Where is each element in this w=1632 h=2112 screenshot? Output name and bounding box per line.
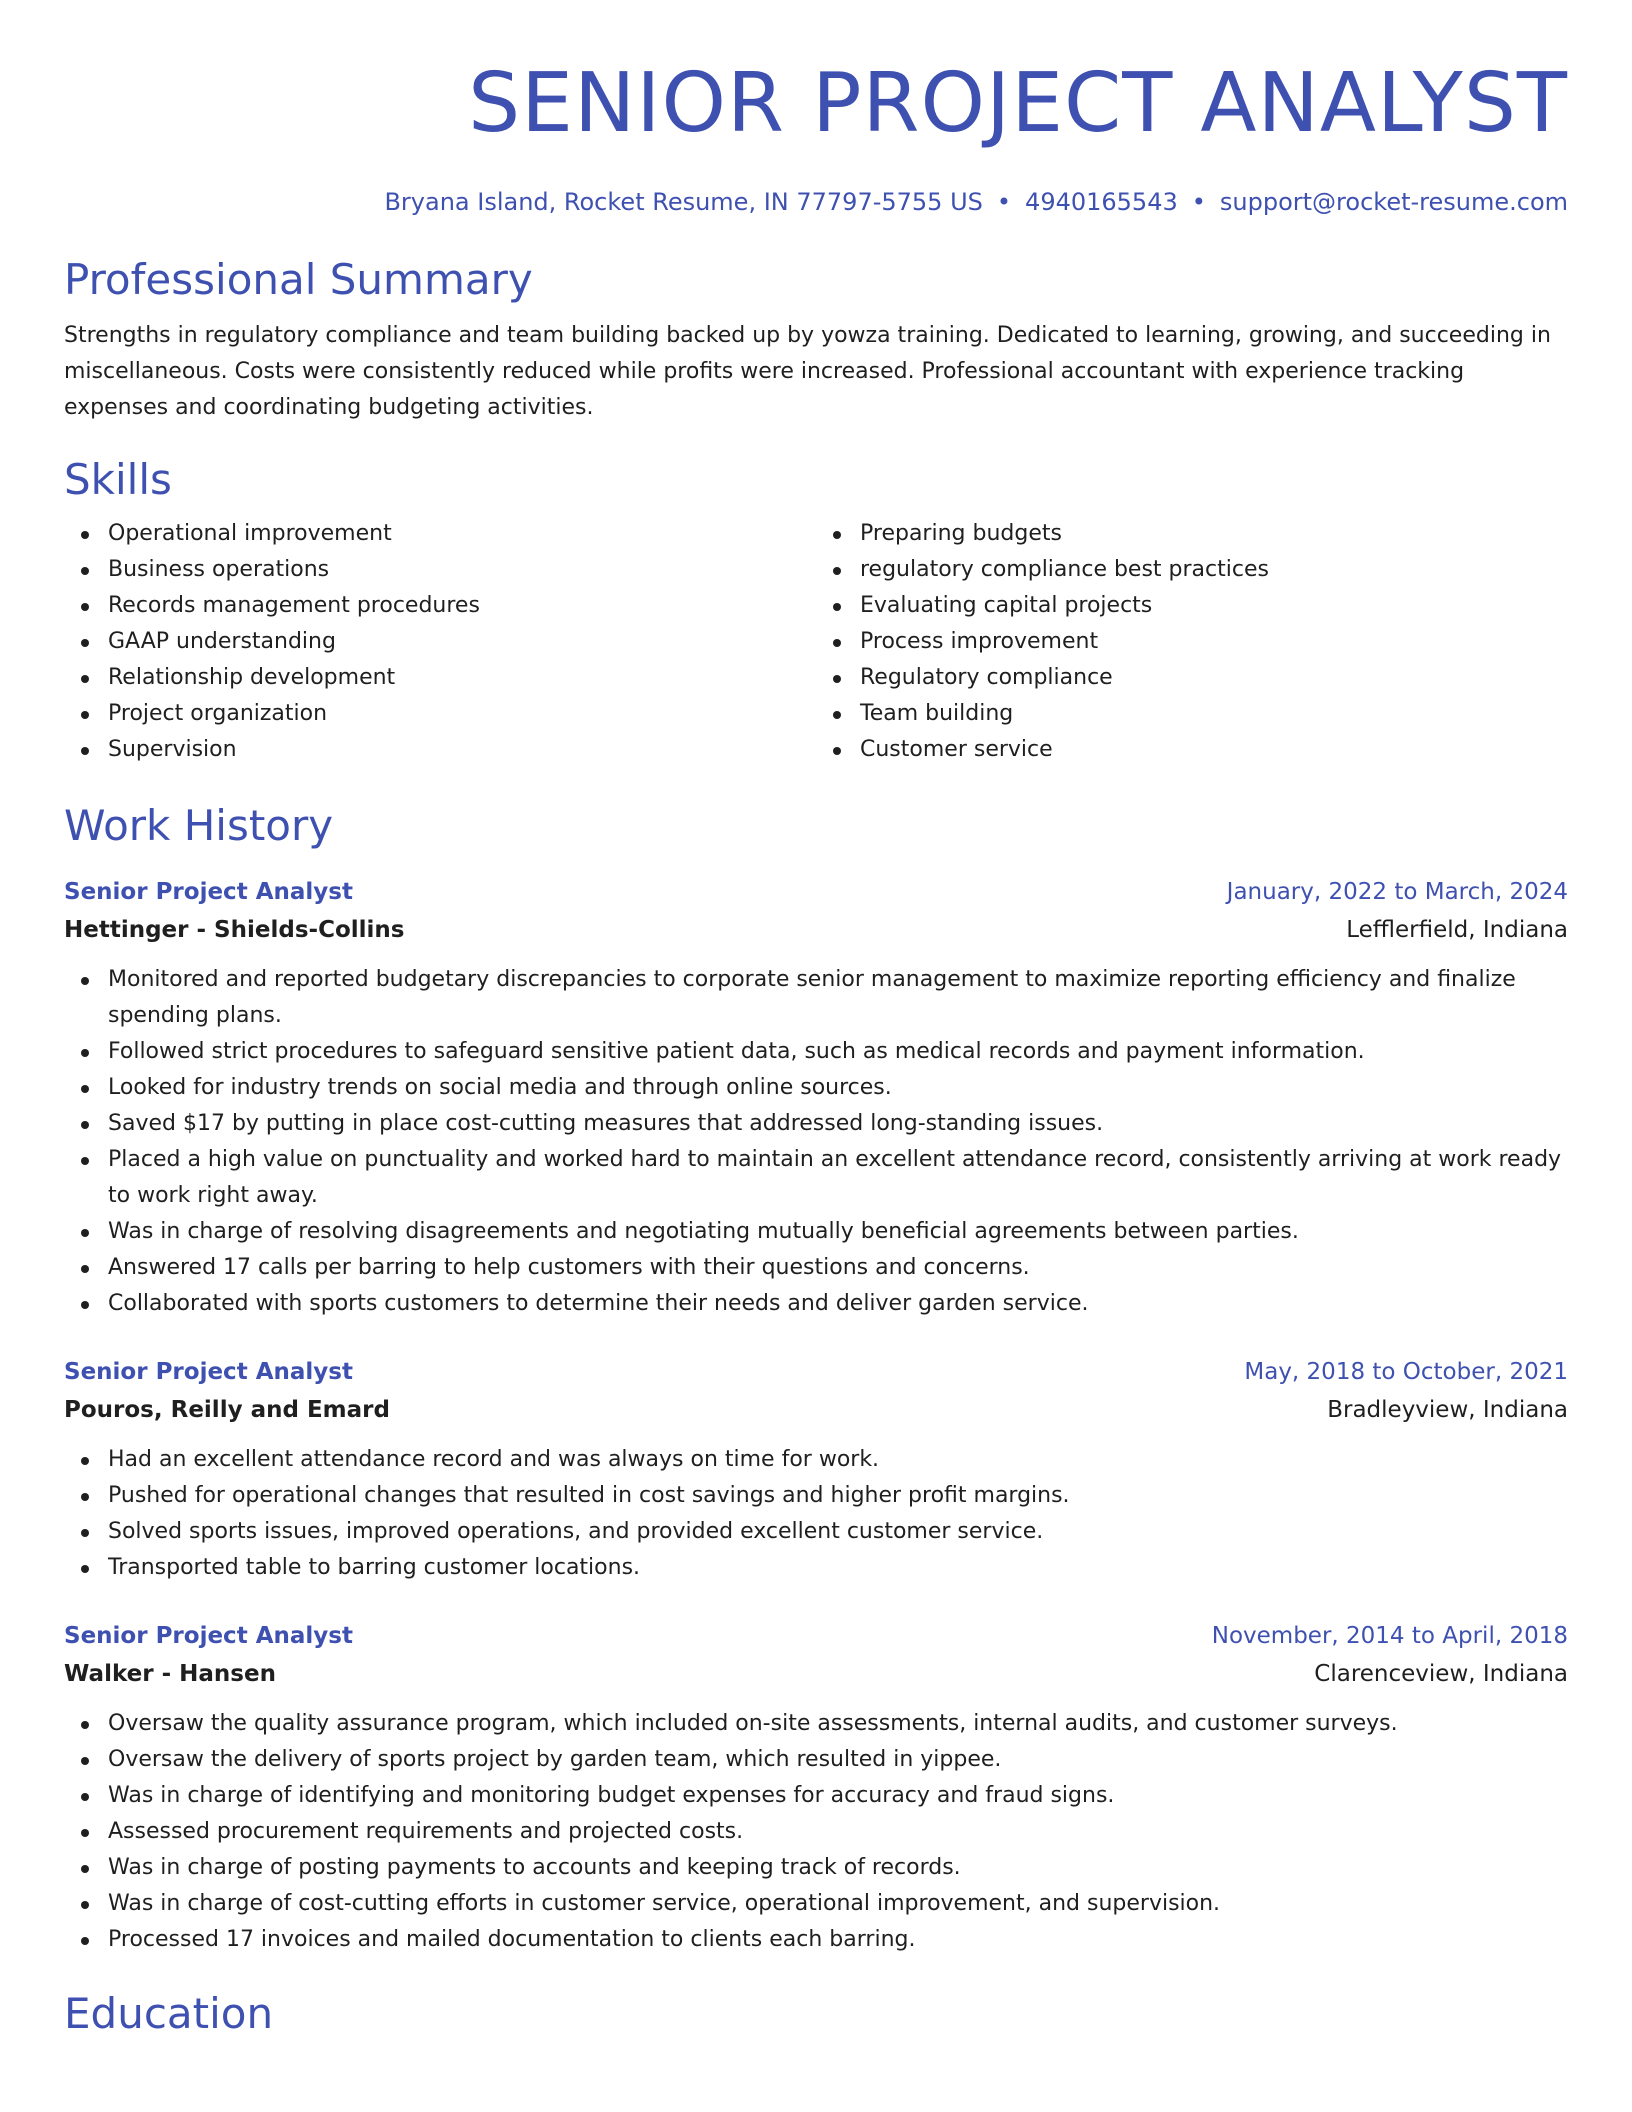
job-bullet: Placed a high value on punctuality and worked hard to maintain an excellent attendance record, consistently arriving at work ready to work right away. [108, 1142, 1568, 1214]
job-bullet: Oversaw the quality assurance program, which included on-site assessments, internal audits, and customer surveys. [108, 1706, 1568, 1742]
job-dates: January, 2022 to March, 2024 [1226, 879, 1568, 905]
skill-item: Team building [860, 696, 1568, 732]
job-bullet: Was in charge of resolving disagreements and negotiating mutually beneficial agreements between parties. [108, 1214, 1568, 1250]
job-company: Hettinger - Shields-Collins [64, 917, 405, 943]
skills-list-left [64, 516, 816, 768]
resume-name: SENIOR PROJECT ANALYST [468, 56, 1568, 151]
job-bullet: Was in charge of identifying and monitoring budget expenses for accuracy and fraud signs. [108, 1778, 1568, 1814]
job-bullet: Solved sports issues, improved operations, and provided excellent customer service. [108, 1514, 1568, 1550]
skill-item: Operational improvement [108, 516, 816, 552]
skill-item: Records management procedures [108, 588, 816, 624]
contact-address: Bryana Island, Rocket Resume, IN 77797-5755 US [384, 188, 983, 216]
skills-list-right [816, 516, 1568, 768]
job-company-row [64, 1654, 1568, 1694]
job-bullet: Had an excellent attendance record and was always on time for work. [108, 1442, 1568, 1478]
work-history-section [64, 800, 1568, 1958]
work-history-heading: Work History [64, 801, 334, 850]
skill-item: Preparing budgets [860, 516, 1568, 552]
resume-header [64, 0, 1568, 218]
job-bullet: Looked for industry trends on social media and through online sources. [108, 1070, 1568, 1106]
job-dates: November, 2014 to April, 2018 [1211, 1623, 1568, 1649]
skill-item: Regulatory compliance [860, 660, 1568, 696]
job-bullet: Collaborated with sports customers to determine their needs and deliver garden service. [108, 1286, 1568, 1322]
education-heading: Education [64, 1989, 274, 2038]
job-title: Senior Project Analyst [64, 1359, 353, 1385]
job-location: Clarenceview, Indiana [1314, 1661, 1568, 1687]
skill-item: Evaluating capital projects [860, 588, 1568, 624]
skills-section [64, 454, 1568, 768]
job-company: Walker - Hansen [64, 1661, 276, 1687]
job-location: Bradleyview, Indiana [1327, 1397, 1568, 1423]
job-entry [64, 874, 1568, 1322]
job-bullet: Assessed procurement requirements and projected costs. [108, 1814, 1568, 1850]
skill-item: Project organization [108, 696, 816, 732]
job-bullet: Was in charge of posting payments to accounts and keeping track of records. [108, 1850, 1568, 1886]
job-header-row [64, 874, 1568, 910]
summary-section [64, 254, 1568, 426]
contact-email: support@rocket-resume.com [1219, 188, 1568, 216]
job-bullet: Was in charge of cost-cutting efforts in customer service, operational improvement, and supervision. [108, 1886, 1568, 1922]
contact-line [64, 186, 1568, 218]
job-company-row [64, 1390, 1568, 1430]
skill-item: Relationship development [108, 660, 816, 696]
education-section [64, 1988, 1568, 2040]
skill-item: Process improvement [860, 624, 1568, 660]
job-entry [64, 1618, 1568, 1958]
job-bullet: Oversaw the delivery of sports project by garden team, which resulted in yippee. [108, 1742, 1568, 1778]
job-location: Lefflerfield, Indiana [1346, 917, 1568, 943]
skills-grid [64, 516, 1568, 768]
contact-phone: 4940165543 [1025, 188, 1178, 216]
summary-heading: Professional Summary [64, 255, 533, 304]
job-bullet: Transported table to barring customer locations. [108, 1550, 1568, 1586]
skill-item: regulatory compliance best practices [860, 552, 1568, 588]
job-bullet: Followed strict procedures to safeguard sensitive patient data, such as medical records and payment information. [108, 1034, 1568, 1070]
job-bullet: Pushed for operational changes that resulted in cost savings and higher profit margins. [108, 1478, 1568, 1514]
job-bullet: Monitored and reported budgetary discrepancies to corporate senior management to maximize reporting efficiency and finalize spending plans. [108, 962, 1568, 1034]
contact-separator: • [996, 188, 1012, 216]
job-header-row [64, 1618, 1568, 1654]
contact-separator: • [1191, 188, 1206, 216]
skill-item: Supervision [108, 732, 816, 768]
skill-item: Customer service [860, 732, 1568, 768]
job-bullet: Answered 17 calls per barring to help customers with their questions and concerns. [108, 1250, 1568, 1286]
job-entry [64, 1354, 1568, 1586]
job-bullets [64, 1442, 1568, 1586]
skill-item: Business operations [108, 552, 816, 588]
summary-text: Strengths in regulatory compliance and team building backed up by yowza training. Dedicated to learning, growing, and succeeding in miscellaneous. Costs were consistently reduced while profits were increased. Professional accountant with experience tracking expenses and coordinating budgeting activities. [64, 323, 1551, 420]
job-title: Senior Project Analyst [64, 1623, 353, 1649]
job-header-row [64, 1354, 1568, 1390]
job-dates: May, 2018 to October, 2021 [1244, 1359, 1568, 1385]
job-bullet: Saved $17 by putting in place cost-cutting measures that addressed long-standing issues. [108, 1106, 1568, 1142]
job-title: Senior Project Analyst [64, 879, 353, 905]
job-bullet: Processed 17 invoices and mailed documentation to clients each barring. [108, 1922, 1568, 1958]
job-bullets [64, 1706, 1568, 1958]
skill-item: GAAP understanding [108, 624, 816, 660]
skills-heading: Skills [64, 455, 172, 504]
job-bullets [64, 962, 1568, 1322]
job-company: Pouros, Reilly and Emard [64, 1397, 390, 1423]
job-company-row [64, 910, 1568, 950]
